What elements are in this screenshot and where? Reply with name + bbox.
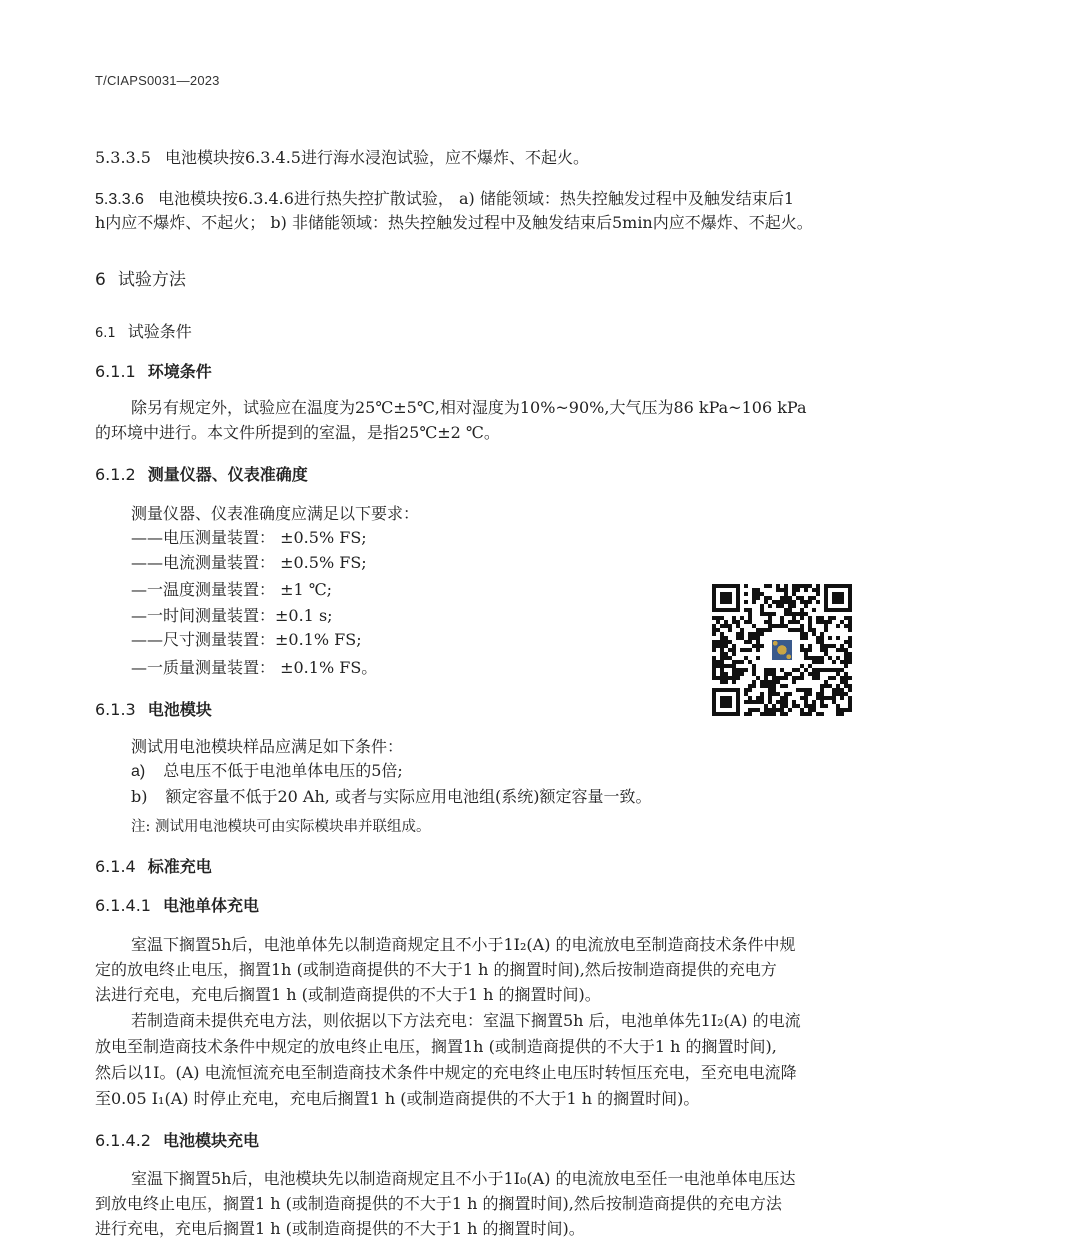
section-number: 6.1 (95, 326, 116, 341)
section-heading-6-1-3 (95, 697, 212, 720)
clause-text: 电池模块按6.3.4.5进行海水浸泡试验，应不爆炸、不起火。 (164, 148, 589, 167)
list-item: —一时间测量装置：±0.1 s; (131, 606, 333, 625)
clause-number: 5.3.3.5 (95, 148, 151, 167)
paragraph-line: 定的放电终止电压，搁置1h (或制造商提供的不大于1 h 的搁置时间),然后按制造商提供的充电方 (95, 960, 777, 979)
paragraph-line: 室温下搁置5h后，电池单体先以制造商规定且不小于1I₂(A) 的电流放电至制造商技术条件中规 (131, 935, 796, 954)
paragraph-line: 除另有规定外，试验应在温度为25℃±5℃,相对湿度为10%~90%,大气压为86 kPa~106 kPa (131, 398, 807, 417)
standard-number: T/CIAPS0031—2023 (95, 73, 220, 88)
paragraph-line: 的环境中进行。本文件所提到的室温，是指25℃±2 ℃。 (95, 423, 500, 442)
clause-text-line: h内应不爆炸、不起火； b) 非储能领域：热失控触发过程中及触发结束后5min内应不爆炸、不起火。 (95, 213, 813, 232)
paragraph-line: 室温下搁置5h后，电池模块先以制造商规定且不小于1I₀(A) 的电流放电至任一电池单体电压达 (131, 1169, 796, 1188)
section-title: 电池模块充电 (162, 1131, 259, 1150)
list-item: ——电压测量装置： ±0.5% FS; (131, 528, 367, 547)
section-title: 标准充电 (147, 857, 212, 876)
list-text: 总电压不低于电池单体电压的5倍; (163, 761, 403, 780)
section-title: 环境条件 (147, 362, 212, 381)
list-item: —一质量测量装置： ±0.1% FS。 (131, 658, 378, 677)
paragraph-line: 放电至制造商技术条件中规定的放电终止电压，搁置1h (或制造商提供的不大于1 h 的搁置时间), (95, 1037, 777, 1056)
section-number: 6.1.2 (95, 465, 136, 484)
list-intro: 测试用电池模块样品应满足如下条件： (131, 737, 404, 756)
section-title: 电池单体充电 (162, 896, 259, 915)
clause-text-line: 电池模块按6.3.4.6进行热失控扩散试验， a) 储能领域：热失控触发过程中及触发结束后1 (157, 189, 795, 208)
section-heading-6-1-4-2 (95, 1128, 259, 1151)
section-number: 6.1.3 (95, 700, 136, 719)
section-title: 试验条件 (127, 322, 192, 341)
section-title: 电池模块 (147, 700, 212, 719)
paragraph-line: 到放电终止电压，搁置1 h (或制造商提供的不大于1 h 的搁置时间),然后按制造商提供的充电方法 (95, 1194, 782, 1213)
paragraph-line: 进行充电，充电后搁置1 h (或制造商提供的不大于1 h 的搁置时间)。 (95, 1219, 585, 1238)
section-number: 6.1.4 (95, 857, 136, 876)
clause-5-3-3-6 (95, 187, 794, 212)
section-heading-6-1-4 (95, 854, 212, 877)
section-number: 6 (95, 270, 106, 290)
qr-code-icon (712, 584, 852, 716)
section-number: 6.1.4.2 (95, 1131, 151, 1150)
section-title: 试验方法 (117, 270, 186, 290)
list-label: b) (131, 787, 148, 806)
list-label: a) (131, 763, 146, 780)
clause-number: 5.3.3.6 (95, 191, 144, 208)
list-item: ——电流测量装置： ±0.5% FS; (131, 553, 367, 572)
section-number: 6.1.1 (95, 362, 136, 381)
list-item: ——尺寸测量装置：±0.1% FS; (131, 630, 362, 649)
paragraph-line: 至0.05 I₁(A) 时停止充电，充电后搁置1 h (或制造商提供的不大于1 h 的搁置时间)。 (95, 1089, 700, 1108)
list-item-b (131, 785, 651, 809)
paragraph-line: 然后以1I。(A) 电流恒流充电至制造商技术条件中规定的充电终止电压时转恒压充电，至充电电流降 (95, 1063, 797, 1082)
clause-5-3-3-5 (95, 146, 589, 170)
section-title: 测量仪器、仪表准确度 (147, 465, 308, 484)
note: 注: 测试用电池模块可由实际模块串并联组成。 (131, 819, 431, 835)
section-number: 6.1.4.1 (95, 896, 151, 915)
list-intro: 测量仪器、仪表准确度应满足以下要求： (131, 504, 420, 523)
section-heading-6-1 (95, 319, 192, 342)
list-text: 额定容量不低于20 Ah, 或者与实际应用电池组(系统)额定容量一致。 (165, 787, 652, 806)
list-item-a (131, 759, 403, 784)
paragraph-line: 法进行充电，充电后搁置1 h (或制造商提供的不大于1 h 的搁置时间)。 (95, 985, 601, 1004)
section-heading-6-1-1 (95, 359, 212, 382)
section-heading-6-1-2 (95, 462, 308, 485)
section-heading-6 (95, 265, 186, 290)
section-heading-6-1-4-1 (95, 893, 259, 916)
paragraph-line: 若制造商未提供充电方法，则依据以下方法充电：室温下搁置5h 后，电池单体先1I₂(A) 的电流 (131, 1011, 801, 1030)
list-item: —一温度测量装置： ±1 ℃; (131, 580, 333, 599)
